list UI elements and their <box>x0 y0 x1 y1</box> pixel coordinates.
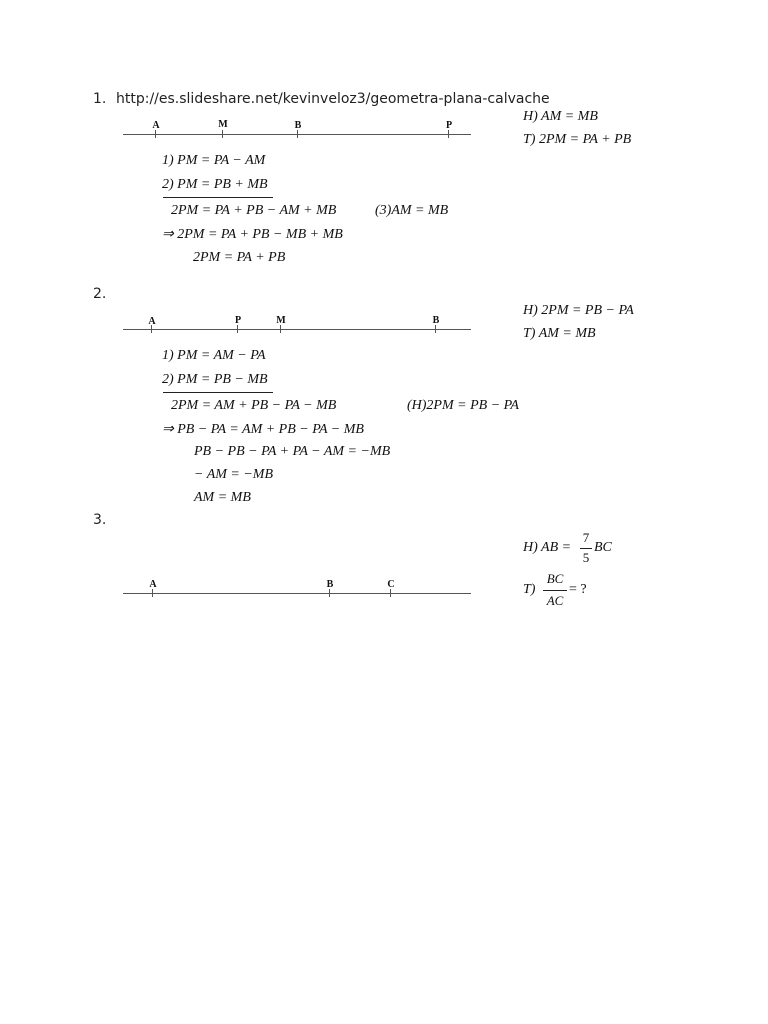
sum-line-1 <box>163 197 273 198</box>
segment-3-tick-c <box>390 589 391 597</box>
thesis-3-fraction-bar <box>543 590 567 591</box>
segment-2-line <box>123 329 471 330</box>
hypothesis-3-fraction-bar <box>580 548 592 549</box>
point-label-p: P <box>445 120 453 131</box>
hypothesis-1: H) AM = MB <box>523 109 598 124</box>
point-label-a: A <box>148 316 156 327</box>
segment-2-tick-m <box>280 325 281 333</box>
thesis-3-suffix: = ? <box>569 582 587 597</box>
point-label-b: B <box>432 315 440 326</box>
segment-1-tick-b <box>297 130 298 138</box>
point-label-c: C <box>387 579 395 590</box>
problem-1-number: 1. <box>93 91 107 107</box>
thesis-1: T) 2PM = PA + PB <box>523 132 632 147</box>
hypothesis-3-prefix: H) AB = <box>523 540 572 555</box>
hypothesis-3-suffix: BC <box>594 540 612 555</box>
thesis-2: T) AM = MB <box>523 326 596 341</box>
point-label-a: A <box>152 120 160 131</box>
sum-line-2 <box>163 392 273 393</box>
segment-1-tick-m <box>222 130 223 138</box>
step-2-4: ⇒ PB − PA = AM + PB − PA − MB <box>162 422 364 437</box>
segment-1-tick-p <box>448 130 449 138</box>
problem-2-number: 2. <box>93 286 107 302</box>
hypothesis-3-numerator: 7 <box>582 530 590 545</box>
problem-3-number: 3. <box>93 512 107 528</box>
step-1-ref: (3)AM = MB <box>375 203 449 218</box>
source-link[interactable]: http://es.slideshare.net/kevinveloz3/geometra-plana-calvache <box>116 91 550 107</box>
step-1-2: 2) PM = PB + MB <box>162 177 268 192</box>
hypothesis-3-denominator: 5 <box>582 550 590 565</box>
point-label-m: M <box>276 315 286 326</box>
thesis-3-prefix: T) <box>523 582 536 597</box>
hypothesis-2: H) 2PM = PB − PA <box>523 303 634 318</box>
thesis-3-denominator: AC <box>546 593 564 608</box>
segment-3-line <box>123 593 471 594</box>
step-1-5: 2PM = PA + PB <box>193 250 286 265</box>
segment-2-tick-b <box>435 325 436 333</box>
step-1-1: 1) PM = PA − AM <box>162 153 266 168</box>
step-1-3: 2PM = PA + PB − AM + MB <box>171 203 337 218</box>
segment-3-tick-a <box>152 589 153 597</box>
step-2-5: PB − PB − PA + PA − AM = −MB <box>194 444 391 459</box>
thesis-3-numerator: BC <box>546 571 564 586</box>
segment-3-tick-b <box>329 589 330 597</box>
step-2-2: 2) PM = PB − MB <box>162 372 268 387</box>
point-label-b: B <box>326 579 334 590</box>
segment-1-tick-a <box>155 130 156 138</box>
step-2-3: 2PM = AM + PB − PA − MB <box>171 398 337 413</box>
segment-2-tick-p <box>237 325 238 333</box>
point-label-a: A <box>149 579 157 590</box>
step-2-ref: (H)2PM = PB − PA <box>407 398 519 413</box>
step-2-1: 1) PM = AM − PA <box>162 348 266 363</box>
point-label-p: P <box>234 315 242 326</box>
step-1-4: ⇒ 2PM = PA + PB − MB + MB <box>162 227 343 242</box>
step-2-7: AM = MB <box>194 490 251 505</box>
point-label-b: B <box>294 120 302 131</box>
step-2-6: − AM = −MB <box>194 467 274 482</box>
point-label-m: M <box>218 119 228 130</box>
